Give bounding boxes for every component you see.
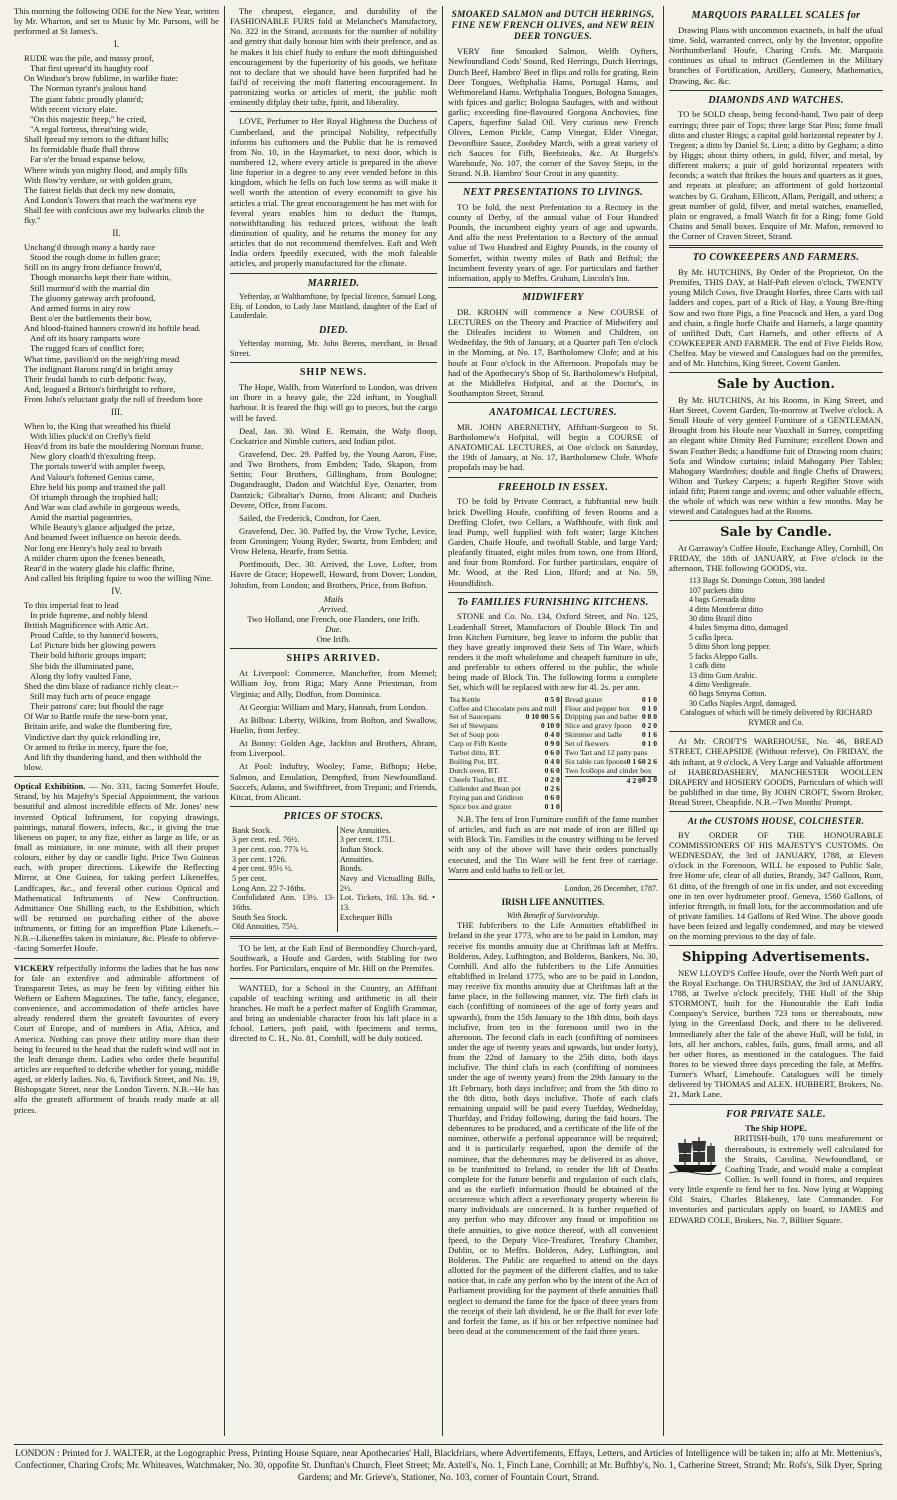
stocks-table [230,826,437,932]
poem-line: On Windsor's brow fublime, in warlike ftate: [24,73,179,84]
poem-line: Though monarchs kept their ftate within, [30,272,171,283]
customs-house-heading: At the CUSTOMS HOUSE, COLCHESTER. [687,816,865,827]
stormont-ad: NEW LLOYD'S Coffee Houfe, over the North Weft part of the Royal Exchange. On THURSDAY, the 3rd of JANUARY, 1788, at Twelve o'clock precifely, THE Hull of the Ship STORMONT, built for the Honourable the Eaft India Company's Service, burthen 723 tons or thereabouts, now lying in the Greenland Dock, and there to be delivered. Immediately after the fale of the above Hull, will be fold, in lots, all her anchors, cables, fails, guns, fmall arms, and all her other ftores, as mentioned in the catalogues. The faid ftores to be viewed three days preceding the fale, at Meffrs. Turner's Wharf, Limehoufe. Catalogues will be timely delivered by THOMAS and ALEX. HUBBERT, Brokers, No. 21, Mark Lane. [669,967,883,1100]
poem-line: While Beauty's glance adjudged the prize, [30,522,175,533]
poem-line: The rugged fcars of conflict fore; [30,343,145,354]
anatomical-heading: ANATOMICAL LECTURES. [489,407,617,419]
divider [14,958,219,959]
midwifery-ad: DR. KROHN will commence a New COURSE of LECTURES on the Theory and Practice of Midwifery and the Difeafes incident to Women and Children, on Wednefday, the 9th of January, at a Quarter paft Ten o'clock in the Morning, at No. 17, Bartholomew Clofe; and at his houfe at Four o'clock in the Afternoon. Propofals may be had of the Apothecary's Shop of St. Bartholomew's Hofpital, at the Middlefex Hofpital, and at the Doctor's, in Southampton Street, Strand. [448,306,658,398]
divider [230,273,437,274]
stanza-number: I. [113,39,120,50]
stock-entry: Annuities. [339,854,374,864]
tin-ware-item: Spice box and grater 0 1 0 [449,802,560,812]
tin-ware-item: Flour and pepper box 0 1 0 [564,703,657,713]
poem-line: Of War to Battle roufe the new-born year, [24,711,168,722]
goods-item: 107 packets ditto [689,585,744,595]
poem-line: And lift thy thundering hand, and then withhold the blow. [24,751,202,772]
goods-item: 4 bales Smyrna ditto, damaged [689,623,788,633]
married-heading: MARRIED. [307,277,360,289]
diamonds-ad: TO be SOLD cheap, being fecond-hand, Two pair of deep earrings; three pair of Tops; three large Star Pins; fome fmall ditto and cluster Rings; a capital gold horizontal repeater by J. Tregent; a ditto by Daniel St. Lien; a ditto by Gegham; a ditto by Higgs; about thirty others, in gold, filver, and metal, by different makers; a pair of gold horizontal repeaters with feconds; a watch that ftrikes the hours and quarters as it goes, and repeats at pleafure; an affortment of gold horizontal watches by G. Graham, Ellicott, Allam, Perigall, and others; a great number of gold, filver, and metal watches, enamelled, plain or engraved, a fmall Watch fit for a Ring; fome Gold Chains and Small boxes. Enquire of Mr. Mafon, removed to the Corner of Craven Street, Strand. [669,109,883,242]
poem-line: Amid the martial pageantries, [30,512,133,523]
stock-entry: Long Ann. 22 7-16ths. [232,883,306,893]
customs-house-ad: BY ORDER OF THE HONOURABLE COMMISSIONERS OF HIS MAJESTY'S CUSTOMS. On WEDNESDAY, the 3rd of JANUARY, 1788, at Eleven o'clock in the Forenoon, WILL be exposed to Public Sale, free Home ufe, clear of all duties, Brandy, 347 Gallons, Rum, 61 ditto, of the ftrength of one in fix under, and not exceeding one in ten over hydrometer proof. Geneva, 1560 Gallons, of inferior ftrength, in fmall lots, for the accommodation and ufe of private families. 14 Gallons of Red Wine. The above goods have been feized and legally condemned, and may be viewed on the morning previous to the day of fale. [669,829,883,942]
poem-line: Proud Caftle, to thy banner'd bowers, [30,630,159,641]
poem-line: Its formidable fhade fhall throw [30,144,140,155]
tin-ware-item: Slice and gravy fpoon 0 2 0 [564,721,657,731]
goods-item: 5 cafks Ipeca. [689,632,734,642]
poem-line: She bids the illuminated pane, [30,660,134,671]
goods-item: 30 ditto Brazil ditto [689,613,752,623]
freehold-ad: TO be fold by Private Contract, a fubftantial new built brick Dwelling Houfe, confifting of feven Rooms and a Dreffing Clofet, two Cellars, a Wafhhoufe, with fink and lead Pump, well fupplied with foft water; large Kitchen Garden, Chaife Houfe, and twoftall Stable, and large Yard; pleafantly fituated, eight miles from town, one from Ilford, and four from Romford. For further particulars, enquire of Mr. Wood, at the Red Lion, Ilford; and at No. 59, Houndfditch. [448,496,658,588]
mails-due-text: One Irifh. [316,634,351,645]
tin-ware-left [448,696,561,812]
mails-arrived-text: Two Holland, one French, one Flanders, one Irifh. [247,614,420,625]
poem-line: Shall fee with confcious awe my bulwarks climb the fky." [24,205,205,226]
ships-arrived-item: At Bonny: Golden Age, Jackfon and Brothers, Abram, from Liverpool. [230,738,437,759]
love-perfumer-ad: LOVE, Perfumer to Her Royal Highness the Duchess of Cumberland, and the principal Nobility, refpectfully informs his cuftomers and the Public that he is removed from No. 10, in the Haymarket, to next door, which is numbered 12, where every article is prepared in the above line fuperior in a degree to any ever vended before in this kingdom, which he fells on fuch low terms as will make it well worth the attention of every economift to give his articles a trial. The great encouragement he has met with for feveral years enables him to deduct the ftamps, notwithftanding his reduced prices, without the leaft diminution of quality, and he returns the money for any articles that do not recommend themfelves. Eaft and Weft India orders fpeedily executed, with the moft faleable articles, and properly manufactured for the climate. [230,116,437,269]
ship-hope-subheading: The Ship HOPE. [745,1123,807,1134]
ships-arrived-item: At Georgia: William and Mary, Hannah, from London. [239,701,428,712]
poem-line: When lo, the King that wreathed his fhield [24,420,171,431]
divider [669,90,883,91]
tin-ware-item: Six table can fpoons 0 1 6 [564,757,642,767]
divider [669,731,883,732]
optical-exhibition-ad: Optical Exhibition. — No. 331, facing Somerfet Houfe, Strand, by his Majefty's Special Appointment, the various beautiful and almost incredible effects of Mr. Jones' new invented Optical Inftrument, for copying drawings, paintings, natural flowers, infects, &c., it giving the true likeness on paper, to any fize, either as large as life, or as fmall as miniature, in one minute, with all their proper colours, either by day or candle light. Price Two Guineas each, with proper directions. Likewife the Reflecting Mirror, at One Guinea, for taking perfect Likeneffes, Landfcapes, &c., and feveral other curious Optical and Mathematical Inftruments of New Conftruction. Admittance One Shilling each, to the Exhibition, which will be returned on purchafing either of the above inftruments, or fitting for an impreffion Plate Likenefs.-- N.B.--Likeneffes taken in miniature, &c. Pleafe to obferve--facing Somerfet Houfe. [14,781,219,954]
sale-by-candle-ad: At Garraway's Coffee Houfe, Exchange Alley, Cornhill, On FRIDAY, the 18th of JANUARY, at Five o'clock in the afternoon, THE following GOODS, viz. [669,542,883,574]
divider [669,520,883,521]
divider [448,592,658,593]
irish-date: London, 26 December, 1787. [564,883,658,893]
diamonds-heading: DIAMONDS AND WATCHES. [708,94,844,106]
poem-line: With flow'ry verdure, or with golden grain, [24,174,173,185]
poem-line: Unchang'd through many a hardy race [24,242,156,253]
stock-entry: Exchequer Bills [339,912,393,922]
poem-line: "A regal fortress, threat'ning wide, [30,124,149,135]
poem-line: Vindictive dart thy quick rekindling ire, [24,731,161,742]
goods-item: 13 ditto Gum Arabic. [689,670,757,680]
stocks-heading: PRICES OF STOCKS. [283,810,384,822]
goods-item: 5 ditto Short long pepper. [689,642,771,652]
divider [230,806,437,807]
stanza-number: III. [110,407,123,418]
stock-entry: Old Annuities, 75½. [232,922,299,932]
column-1 [14,6,219,1436]
candle-goods-list [669,576,883,708]
croft-warehouse-ad: At Mr. CROFT'S WAREHOUSE, No. 46, BREAD STREET, CHEAPSIDE (Without referve), On FRIDAY, the 4th inftant, at 9 o'clock, A Very Large and Valuable affortment of HABERDASHERY, MANCHESTER WOOLLEN DRAPERY and HOSIERY GOODS, Particulars of which will be publifhed in due time, By JOHN CROFT, Sworn Broker, Bread Street, Cheapfide. N.B.--Two Months' Prompt. [669,736,883,808]
cowkeepers-ad: By Mr. HUTCHINS, By Order of the Proprietor, On the Premifes, THIS DAY, at Half-Paft eleven o'clock, TWENTY young Milch Cows, five Draught Horfes, three Carts with tail ladders and copes, part of a Rick of Hay, a Young Bre-fting Sow and two ftore Pigs, a fine Peacock and Hen, a yard Dog and chain, a fingle horfe Chaife and Harnefs, a large quantity of unfifted Duft, Cart Harnefs, and other effects of A COWKEEPER AND FARMER. The end of Five Fields Row, Chelfea. May be viewed and Catalogues had on the premifes, and of Mr. Hutchins, King Street, Covent Garden. [669,267,883,369]
livings-heading: NEXT PRESENTATIONS TO LIVINGS. [463,187,643,199]
tin-ware-item: Set of fkewers 0 1 0 [564,739,657,749]
sale-by-auction-heading: Sale by Auction. [717,377,835,393]
died-heading: DIED. [318,324,348,336]
poem-line: To this imperial feat to lead [24,599,119,610]
stock-entry: Confolidated Ann. 13½. 13-16ths. [232,893,335,913]
poem-line: And called his ftripling fquire to woo the willing Nine. [24,573,213,583]
poem-line: And oft its hoary ramparts wore [30,333,141,344]
tin-ware-item: Bread grater 0 1 0 [564,694,657,704]
poem-line: With recent victory elate. [30,103,117,114]
poem-line: With lilies pluck'd on Crefly's field [30,431,151,442]
vickery-name: VICKERY [14,962,55,973]
private-sale-heading: FOR PRIVATE SALE. [726,1108,826,1120]
poem-line: "On this majestic fteep," he cried, [30,113,147,124]
poem-line: Their patrons' care; but fhould the rage [30,701,164,712]
tin-ware-item: Dutch oven, BT. 0 6 0 [449,766,560,776]
irish-annuities-sub: With Benefit of Survivorship. [506,910,600,920]
ship-news-item: The Hope, Walfh, from Waterford to London, was driven on fhore in a heavy gale, the 22d inftant, in Youghall harbour. It is feared the fhip will go to pieces, but the cargo will be faved. [230,382,437,423]
stock-entry: 3 per cent. con. 77⅞ ½. [232,845,309,855]
goods-item: 4 ditto Verdigreafe. [689,680,751,690]
poem-line: And beamed fweet influence on heroic deeds. [24,532,182,543]
ship-hope-ad: BRITISH-built, 170 tons meafurement or thereabouts, is extremely well calculated for the Straits, Carolina, Newfoundland, or Coafting Trade, and would make a compleat Collier. Is well found in ftores, and requires very little expenfe to fend her to fea. Now lying at Wapping Old Stairs, Charles Blakeney, late Commander. For inventories and particulars apply on board, to JAMES and EDWARD COLE, Brokers, No. 7, Billiter Square. [669,1133,883,1225]
poem-line: Shall fpread my terrors to the diftant hills; [24,134,169,145]
ship-news-item: Sailed, the Frederick, Condron, for Caen. [239,512,381,523]
tin-ware-right [561,696,658,812]
tin-ware-item: Skimmer and ladle 0 1 6 [564,730,657,740]
cowkeepers-heading: TO COWKEEPERS AND FARMERS. [692,252,860,264]
column-rule [442,6,443,1436]
sale-by-candle-heading: Sale by Candle. [720,525,832,541]
ship-news-item: Deal, Jan. 30. Wind E. Remain, the Wafp floop, Cockatrice and Nimble cutters, and Indian pilot. [230,425,437,446]
divider [230,362,437,363]
tin-ware-item: Tea Kettle 0 5 0 [449,694,560,704]
poem-line: Rear'd in the watery glade his claffic fhrine, [24,562,175,573]
poem-line: In pride fupreme, and nobly blend [30,609,148,620]
tin-ware-item: Two Tart and 12 patty pans 0 2 6 [564,748,657,767]
house-to-let-ad: TO be lett, at the Eaft End of Bermondfey Church-yard, Southwark, a Houfe and Garden, with Stabling for two horfes. For Particulars, enquire of Mr. Hill on the Premifes. [230,943,437,974]
sale-by-auction-ad: By Mr. HUTCHINS, At his Rooms, in King Street, and Hart Street, Covent Garden, To-morrow at Twelve o'clock. A Small Houfe of very genteel Furniture of a GENTLEMAN, Brought from his Houfe near Vauxhall in Surrey, comprifing an elegant white Dimity Bed Furniture; excellent Down and Swan Feather Beds; a handfome fuit of Drawing room chairs; Sofa and Window curtains; inlaid Mahogany Pier Tables; Mahogany Wardrobes; double and fingle Chefts of Drawers; Wilton and Turkey Carpets; a fuperb Regifter Stove with inlaid fiftt; Patent range and ovens; and other valuable effects, the whole of which was new within a few months. May be viewed and Catalogues had at the Rooms. [669,394,883,517]
stock-entry: Bank Stock. [232,825,273,835]
tin-ware-total: 4 2 0 [565,776,657,777]
poem-line: The fairest fields that deck my new domain, [24,184,176,195]
column-4 [669,6,883,1436]
goods-item: 4 bags Grenada ditto [689,595,756,605]
poem-line: New glory cloath'd th'exulting fteep. [30,451,156,462]
divider [230,978,437,979]
poem-line: British Magnificence with Attic Art. [24,620,149,631]
goods-item: 1 cafk ditto [689,661,726,671]
poem-line: Far o'er the broad expanse below, [30,154,146,165]
poem-line: And War was clad awhile in gorgeous weeds, [24,502,181,513]
tin-ware-item: Dripping pan and bafter 0 8 0 [564,712,657,722]
stock-entry: Indian Stock. [339,845,384,855]
divider [230,648,437,649]
goods-item: 60 bags Smyrna Cotton. [689,689,767,699]
divider [230,111,437,112]
divider [448,287,658,288]
poem-line: Along thy lofty vaulted Fane, [30,670,132,681]
poem-line: And armed forms in airy row [30,302,131,313]
poem-line: What time, pavilion'd on the neigh'ring mead [24,353,180,364]
fur-ad: The cheapest, elegance, and durability of the FASHIONABLE FURS fold at Melanchet's Manufactory, No. 322 in the Strand, accounts for the number of nobility and gentry that daily honour him with their prefence, and as he makes it his chief ftudy to enfure the moft diftinguished encouragement by the fuperiority of his goods, we hefitate not to declare that we should have been furprifed had he fail'd of receiving the moft flattering encouragement. In patronizing works or articles of merit, the public moft eminently difplay their tafte, fpirit, and liberality. [230,6,437,108]
freehold-heading: FREEHOLD IN ESSEX. [497,481,609,493]
poem-line: The indignant Barons rang'd in bright array [24,363,174,374]
divider [669,811,883,812]
poem-line: Heav'd from its bafe the mouldering Norman frame. [24,441,204,452]
poem-line: And blood-ftained banners crown'd its hoftile head. [24,323,201,334]
ode-intro: This morning the following ODE for the New Year, written by Mr. Wharton, and set to Music by Mr. Parsons, will be performed at St James's. [14,6,219,37]
tin-ware-item: Set of Saucepans 0 10 0 [449,712,545,722]
optical-title: Optical Exhibition. [14,781,86,792]
salmon-ad: VERY fine Smoaked Salmon, Welfh Oyfters, Newfoundland Cods' Sound, Red Herrings, Dutch Herrings, Dutch Beef, Hambro' Beef in flips and rolls for grating, Rein Deer Tongues, Weftphalia Hams, Portugal Hams, and Weftmoreland Hams. Weftphalia Tongues, Bologna Sauages, with fpices and garlic; Bologna Saufages, with and without garlic; exceeding fine-flavoured Gorgona Anchovies, fine Capers, fuperfine Salad Oil. Very curious new French Olives, Lemon Pickle, Camp Vinegar, Elder Vinegar, Devonfhire Sauce, Zoobdey March, with a great variety of rich Sauces for Fifh, Beefsteaks, &c. At Burgefs's Warehoufe, No. 107, the corner of the Savoy Steps, in the Strand. N.B. Hambro' Sour Crout in any quantity. [448,46,658,178]
poem-line: That first uprear'd its haughty roof [30,63,149,74]
poem-line: Still murmur'd with the martial din [30,282,150,293]
ship-news-heading: SHIP NEWS. [299,367,368,379]
divider [669,945,883,946]
poem-line: And, leagued a Briton's birthright to reftore, [24,384,176,394]
goods-item: 30 Cafks Naples Argol, damaged. [689,698,797,708]
stock-entry: Lot. Tickets, 16l. 13s. 6d. • 13. [339,893,435,913]
goods-item: 5 facks Aleppo Galls. [689,651,758,661]
vickery-ad [14,963,219,1115]
poem-line: Or armed to ftrike in mercy, fpare the foe, [24,741,169,752]
wanted-assistant-ad: WANTED, for a School in the Country, an Affiftant capable of teaching writing and arithmetic in all their branches. He muft be a perfect mafter of Englifh Grammar, and bring an undeniable character from his laft place in a fchool. Letters, poft paid, with fpecimens and terms, directed to C. H., No. 81, Cornhill, will be duly noticed. [230,982,437,1044]
tin-ware-item: Cheefe Toafter, BT. 0 2 0 [449,775,560,785]
mails-arrived-label: Arrived. [319,603,348,614]
divider [230,936,437,939]
column-rule [663,6,664,1436]
poem-line: Of triumph through the trophied hall; [30,491,159,502]
new-year-ode [14,39,219,772]
imprint-footer: LONDON : Printed for J. WALTER, at the Logographic Press, Printing House Square, near Apothecaries' Hall, Blackfriars, where Advertifements, Effays, Letters, and Articles of Intelligence will be taken in; alfo at Mr. Mettenius's, Confectioner, Charing Crofs; Mr. Whiteaves, Watchmaker, No. 30, oppofite St. Dunftan's Church, Fleet Street; Mr. Axtell's, No. 1, Finch Lane, Cornhill; at Mr. Bufhby's, No. 1, Catherine Street, Strand; Mr. Rofs's, Silk Dyer, Spring Gardens; and Mr. Grieve's, Stationer, No. 103, corner of Fountain Court, Strand. [14,1444,883,1484]
poem-line: Stood the rough dome in fullen grace; [30,252,161,263]
divider [448,879,658,880]
tin-ware-item: Coffee and Chocolate pots and mill 0 5 6 [449,703,560,722]
ships-arrived-item: At Pool: Induftry, Wooley; Fame, Bifhops; Hebe, Salmon, and Emulation, Dempfted, from Newfoundland. Succefs, Adams, and Swiftftreet, from Trepani; and Friends, Kitcat, from Alicant. [230,761,437,802]
stock-entry: 4 per cent. 95½ ½. [232,864,293,874]
poem-line: The giant fabric proudly plann'd; [30,93,144,104]
ships-arrived-item: At Bilboa: Liberty, Wilkins, from Bofton, and Swallow, Huelin, from Jerfey. [230,714,437,735]
tin-ware-price-table [448,696,658,812]
poem-line: From John's reluctant grafp the roll of freedom bore [24,394,203,405]
poem-line: Britain arife, and wake the flumbering fire, [24,721,172,732]
poem-line: Still on its angry front defiance frown'd, [24,262,162,273]
ship-news-item: Portfmouth, Dec. 30. Arrived, the Love, Lofter, from Havre de Grace; Hopewell, Howard, from Dover; London, Johnfon, from London; and Brothers, Price, from Bofton. [230,559,437,590]
died-notice: Yefterday morning, Mr. John Berens, merchant, in Broad Street. [230,339,437,358]
optical-text: No. 331, facing Somerfet Houfe, Strand, by his Majefty's Special Appointment, the various beautiful and almost incredible effects of Mr. Jones' new invented Optical Inftrument, for copying drawings, paintings, natural flowers, infects, &c., it giving the true likeness on paper, to any fize, either as large as life, or as fmall as miniature, in one minute, with all their proper colours, either by day or candle light. Price Two Guineas each, with proper directions. Likewife the Reflecting Mirror, at One Guinea, for taking perfect Likeneffes, Landfcapes, &c., and feveral other curious Optical and Mathematical Inftruments of New Conftruction. Admittance One Shilling each, to the Exhibition, which will be returned on purchafing either of the above inftruments, or fitting for an impreffion Plate Likenefs.-- N.B.--Likeneffes taken in miniature, &c. Pleafe to obferve--facing Somerfet Houfe. [14,781,219,954]
divider [669,372,883,373]
stock-entry: 5 per cent. [232,874,267,884]
vickery-text: refpectfully informs the ladies that he has now for fale an extenfive and admirable affortment of Transparent Tetes, as may be feen by vifiting either his Weftern or Eaftern Magazines. The tafte, fancy, elegance, convenience, and accommodation of thefe articles have already rendered them the greateft favourites of every Court of Europe, and of numbers in Afia, Africa, and America. Nothing can prove their utility more than their being fo fecured to the head that the rudeft wind will not in the leaft derange them. Ladies who order thefe beautiful articles are requefted to defcribe whether for young, middle aged, or elderly ladies. No. 6, Tavifiock Street, and No. 19, Bishopsgate Street, near the London Tavern. N.B.--He has alfo the greateft affortment of braids ready made at all prices. [14,962,219,1115]
irish-annuities-text: THE fubfcribers to the Life Annuities eftablifhed in Ireland in the year 1773, who are to be paid in London, may receive fix months annuity due at Chriftmas laft at Meffrs. Bolderos, Adey, Lufhington, and Bolderos, Bankers, No. 30, Cornhill. And alfo the fubfcribers to the Life Annuities eftablifhed in Ireland 1775, who are to be paid in London, may receive fix months annuity due at Chriftmas laft at the fame place, in the following manner, viz. The firft clafs in each (confifting of nominees of the age of forty years and upwards), from the 15th January to the 18th ditto, both days inclufive, from ten in the forenoon until two in the afternoon. The fecond clafs in each (confifting of nominees under the age of twenty years and upwards, but under forty), from the 22nd of January to the 25th ditto, both days inclufive. The third clafs in each (confifting of nominees under the age of twenty years) from the 29th January to the 1ft February, both days inclufive; and from the 5th ditto to the 8th ditto, both days inclufive. Thofe of each clafs remaining unpaid will be paid every Tuefday, Wednefday, Thurfday, and Friday following, during the faid hours. The debentures to be produced, and a certificate of the life of the nominee, otherwife a perfonal appearance will be required; and it is particularly requefted, upon the demife of the nominee, that the debentures may be delivered in as above, to be tranfmitted to Ireland, to render the lift of Deaths complete for the future benefit and regulation of each clafs, and as the earlieft information fhould be obtained of the occurrence which affect a reverfionary property wherein fo many individuals are concerned. It is further requefted of any perfon who may difcover any fraud or impofition on thefe annuities, to give notice thereof, with all convenient fpeed, to the Deputy Vice-Treafurer, Treafury Chamber, Dublin, or to Meffrs. Bolderos, Adey, Lufhington, and Bolderos. The Public are requefted to attend on the days allotted for the payment of the different claffes, and to take notice that, in cafe any perfon who by the intent of the Act of Parliament providing for the payment of thefe annuities fhall neglect to demand the fame for the fpace of three years from the receipt of their laft dividend, he or fhe fhall for ever lofe and forfeit the fame, as if his or her refpective nominee had been dead at the commencement of the faid three years. [448,920,658,1336]
poem-line: And Valour's foftened Genius came, [30,471,155,482]
newspaper-page [14,6,883,1494]
stocks-right-column [337,826,437,932]
poem-line: The gloomy gateway arch profound, [30,292,156,303]
stock-entry: South Sea Stock. [232,912,288,922]
stock-entry: New Annuities. [339,825,391,835]
ships-arrived-item: At Liverpool: Commerce, Manchefter, from Memel; William Joy, from Riga; Mary Anne Priestman, from Virginia; and Ally, Dodfon, from Dominica. [230,668,437,699]
mails-heading: Mails [323,593,344,604]
marquois-heading: MARQUOIS PARALLEL SCALES for [691,10,861,21]
poem-line: Nor long ere Henry's holy zeal to breath [24,542,162,553]
ships-arrived-heading: SHIPS ARRIVED. [286,653,381,665]
divider [669,1104,883,1105]
tin-ware-item: Set of Soup pots 0 4 0 [449,730,560,740]
stanza-number: II. [112,228,121,239]
tin-ware-item: Frying pan and Gridiron 0 6 0 [449,793,560,803]
divider [448,402,658,403]
poem-line: Still may fuch arts of peace engage [30,691,151,702]
tin-ware-item: Two fcollops and cinder box 0 2 0 [564,766,657,785]
stock-entry: Bonds. [339,864,363,874]
irish-annuities-heading: IRISH LIFE ANNUITIES. [501,897,605,908]
marquois-ad: Drawing Plans with uncommon exactnefs, in half the ufual time. Sold, warranted correct, only by the Inventor, oppofite Northumberland Houfe, Charing Crofs. Mr. Marquois continues as ufual to inftruct (Gentlemen in the Military branches of Fortification, Artillery, Gunnery, Mathematics, Drawing, &c. &c. [669,24,883,86]
sailing-ship-icon [669,1135,721,1175]
poem-line: Their feudal bands to curb defpotic fway, [24,373,166,384]
poem-line: Where winds yon mighty flood, and amply fills [24,164,188,175]
anatomical-ad: MR. JOHN ABERNETHY, Affiftant-Surgeon to St. Bartholomew's Hofpital, will begin a COURSE of ANATOMICAL LECTURES, at One o'clock on Saturday, the 19th of January, at No. 17, Bartholomew Clofe. Whofe propofals may be had. [448,421,658,473]
poem-line: The portals tower'd with ampler fweep, [30,461,166,472]
livings-ad: TO be fold, the next Prefentation to a Rectory in the county of Derby, of the annual value of Four Hundred Pounds, the incumbent eighty years of age and upwards. And alfo the next Prefentation to a Rectory of the annual value of Two Hundred and Eighty Pounds, in the county of Somerfet, within twenty miles of Bath and Briftol; the Incumbent feventy years of age. For particulars and farther information, apply to Meffrs. Graham, Lincoln's Inn. [448,201,658,283]
column-2 [230,6,437,1436]
stock-entry: 3 per cent. 1726. [232,854,287,864]
tin-ware-item: Set of Stewpans 0 10 0 [449,721,560,731]
stocks-left-column [230,826,337,932]
salmon-heading: SMOAKED SALMON and DUTCH HERRINGS, FINE NEW FRENCH OLIVES, and NEW REIN DEER TONGUES. [451,10,655,43]
poem-line: Shed the dim blaze of radiance richly clear.-- [24,680,179,691]
tin-ware-item: Cullender and Bean pot 0 2 6 [449,784,560,794]
poem-line: Lo! Picture bids her glowing powers [30,640,156,651]
kitchens-nb: N.B. The fets of Iron Furniture confift of the fame number of articles, and fuch as are not made of iron are filled up with Block Tin. Families in the country wifhing to be ferved with any of the above will have their orders punctually executed, and the Tin Ware will be fent free of carriage. Warm and cold baths to fell or let. [448,813,658,875]
midwifery-heading: MIDWIFERY [522,292,584,304]
column-rule [224,6,225,1436]
kitchens-ad: STONE and Co. No. 134, Oxford Street, and No. 125, Leadenhall Street, Manufactors of Double Block Tin and Iron Kitchen Furniture, beg leave to inform the public that they have greatly improved their Sets of Tin Ware, which renders it the moft wholefome and cheapeft furniture in ufe, and preferable to others offered to the public, the whole being made of Block Tin. The following forms a complete Set, which will be replaced with new for 4l. 2s. per ann. [448,611,658,693]
divider [448,182,658,183]
divider [669,245,883,248]
poem-line: Bent o'er the battlements their bow, [30,313,152,324]
poem-line: A milder charm upon the fcenes beneath, [24,552,166,563]
tin-ware-item: Carp or Fifh Kettle 0 9 0 [449,739,560,749]
column-3 [448,6,658,1436]
stock-entry: 3 per cent. 1751. [339,835,395,845]
tin-ware-item: Boiling Pot, BT. 0 4 0 [449,757,560,767]
kitchens-heading: To FAMILIES FURNISHING KITCHENS. [457,596,649,608]
married-notice: Yefterday, at Walthamftone, by fpecial licence, Samuel Long, Efq. of London, to Lady Jane Maitland, daughter of the Earl of Lauderdale. [230,292,437,321]
tin-ware-item: Turbot ditto, BT. 0 6 0 [449,748,560,758]
ship-news-item: Gravefend, Dec. 29. Paffed by, the Young Aaron, Fine, and Two Brothers, from Embden; Tado, Skapon, from Settin; Four Brothers, Gillingham, from Boulogne; Dogandraught, Dadon and Watchful Eye, Oznarter, from Dantzick; Gibraltar's Durno, from Alicant; and Ducheis Devere, Offce, from Facom. [230,448,437,510]
stanza-number: IV. [111,586,122,597]
candle-catalogue-note: Catalogues of which will be timely delivered by RICHARD RYMER and Co. [680,708,872,727]
divider [448,477,658,478]
poem-line: Their bold hiftoric groups impart; [30,650,146,661]
goods-item: 113 Bags St. Domingo Cotton, 398 landed [689,576,825,586]
poem-line: And London's Towers that reach the wat'mens eye [24,195,197,205]
stock-entry: 3 per cent. red. 76½. [232,835,300,845]
goods-item: 4 ditto Montferrat ditto [689,604,763,614]
poem-line: The Norman tyrant's jealous hand [30,83,147,94]
shipping-ads-heading: Shipping Advertisements. [682,950,870,966]
poem-line: Ehre held his pomp and trained the pall [30,481,166,492]
poem-line: RUDE was the pile, and massy proof, [24,53,154,64]
stock-entry: Navy and Victualling Bills, 2½. [339,874,435,893]
ship-news-item: Gravefend, Dec. 30. Paffed by, the Vrow Tyche, Levice, from Groningen; Young Ryder, Swartz, from Embden; and Vrow Helena, Hearfe, from Settia. [230,525,437,557]
mails-due-label: Due. [325,624,342,635]
divider [14,776,219,777]
